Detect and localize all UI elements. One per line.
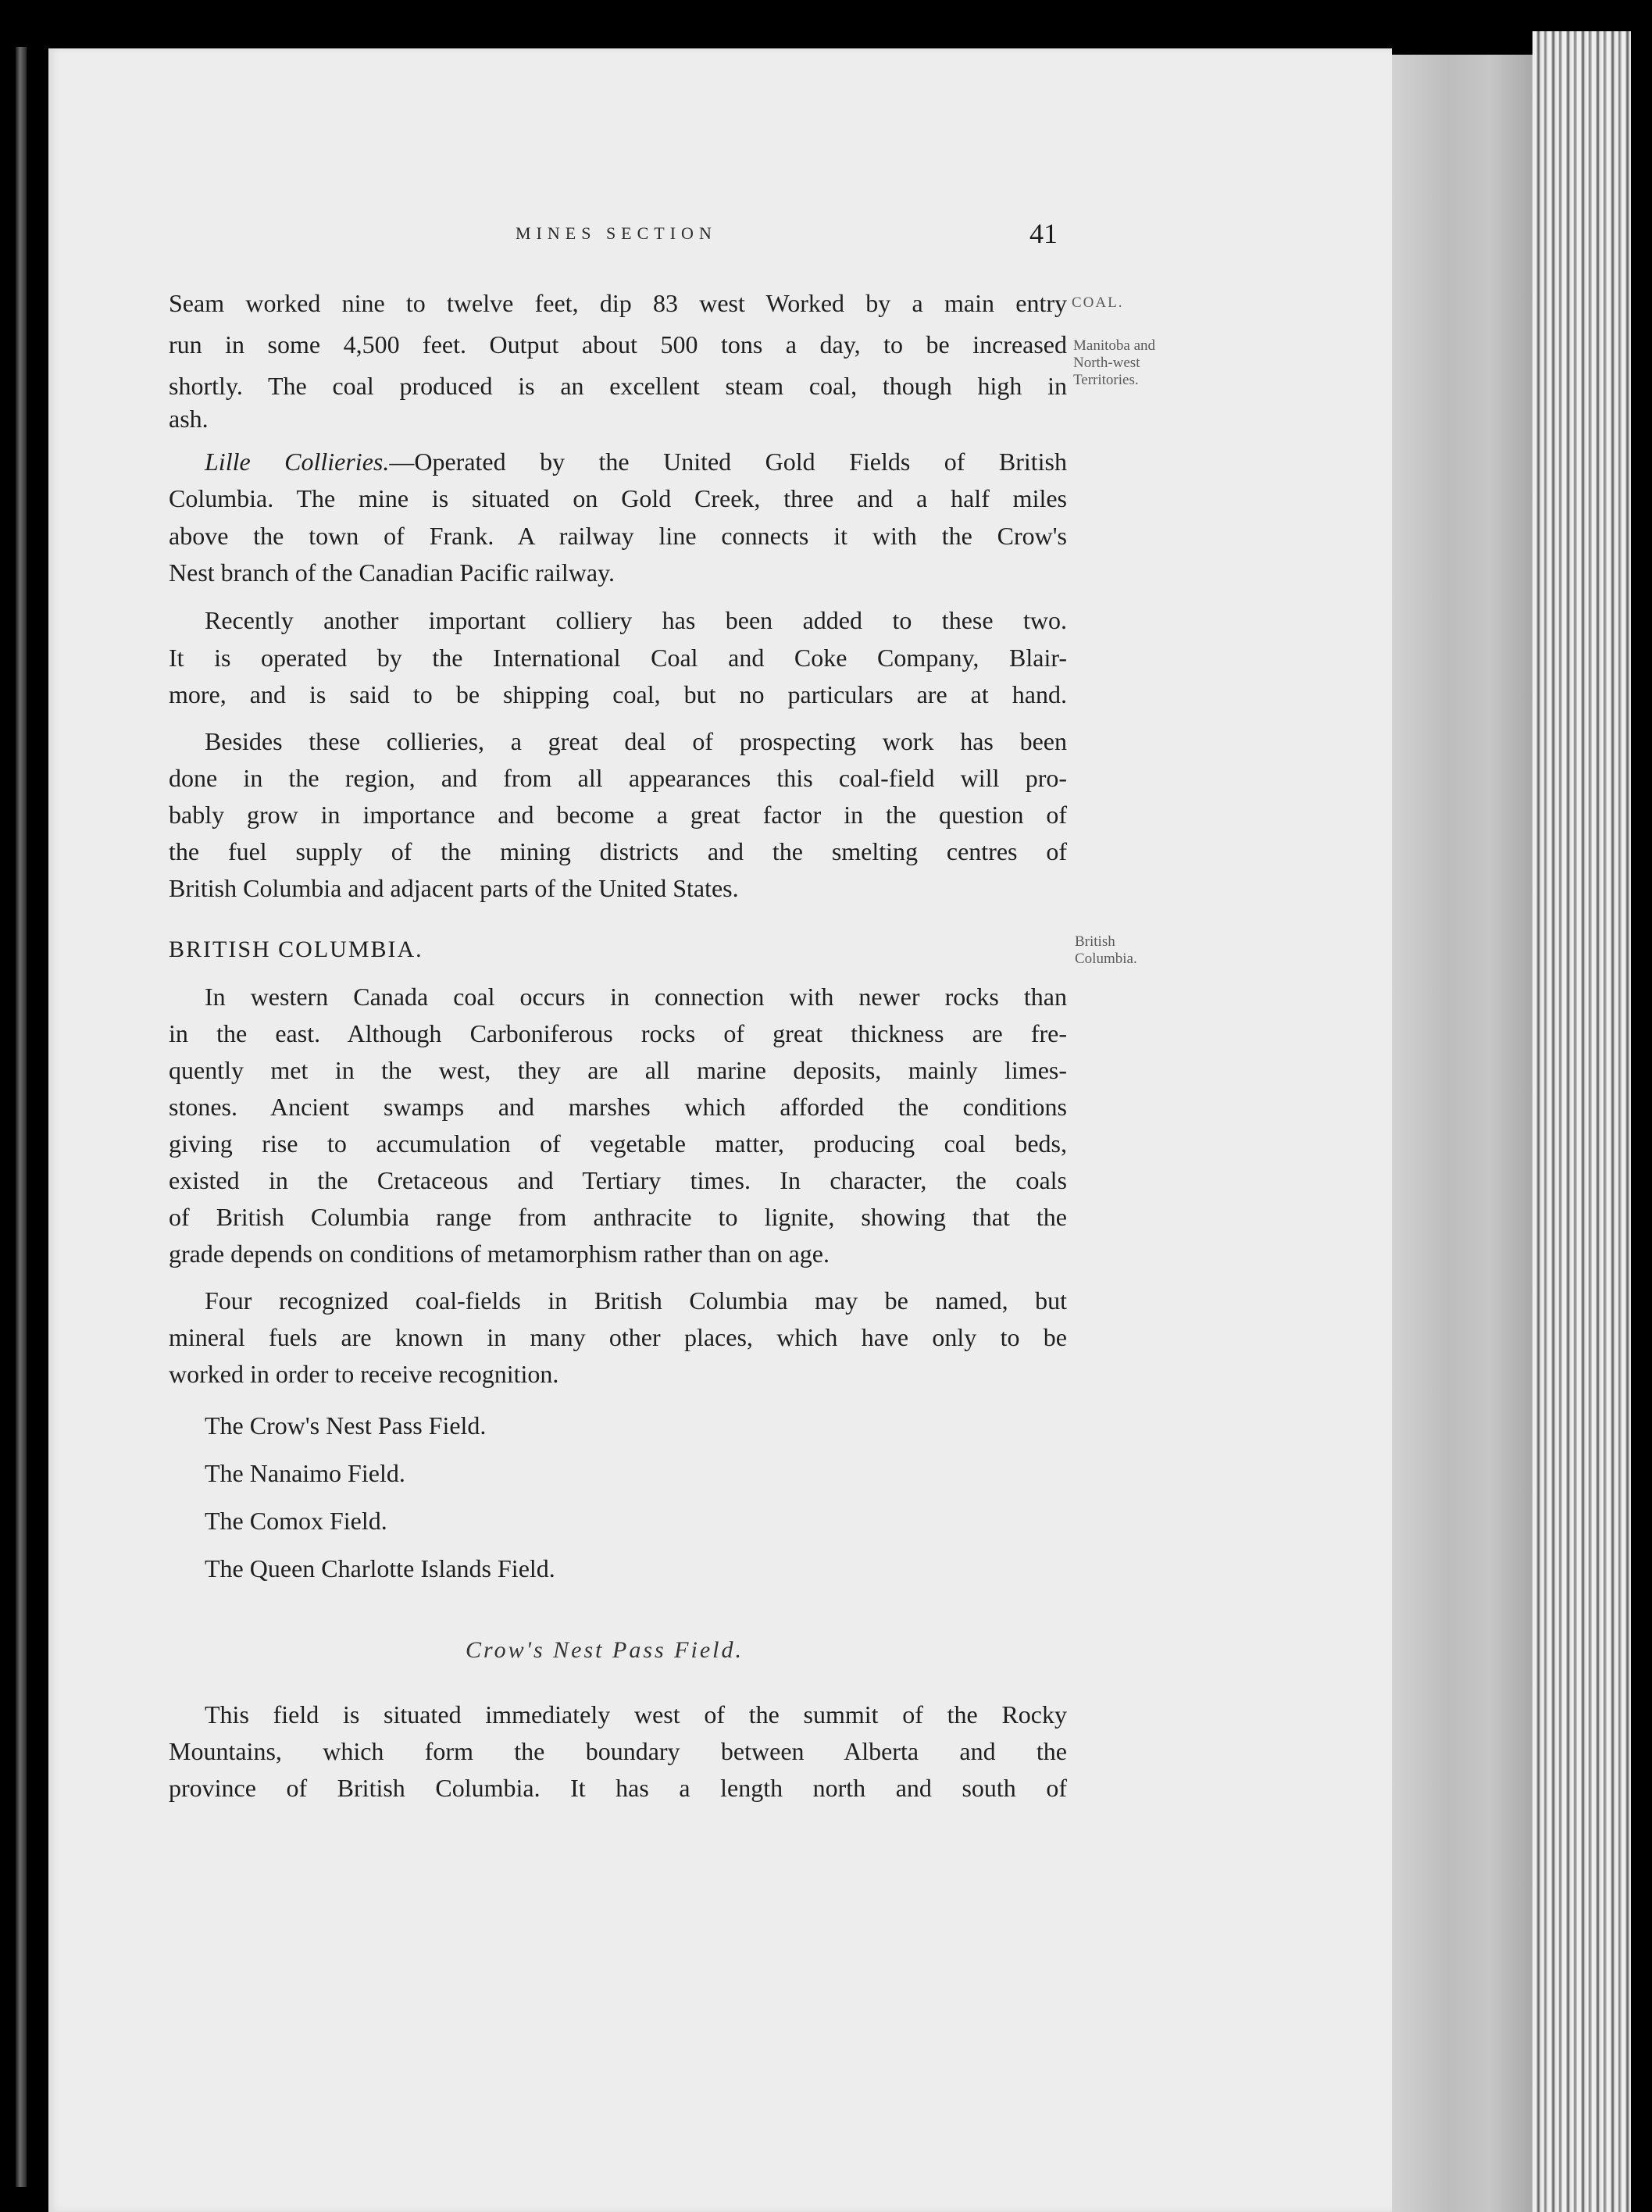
field-list-item: The Comox Field. bbox=[205, 1507, 387, 1535]
text-line: done in the region, and from all appearances this coal-field will pro- bbox=[169, 764, 1067, 792]
text-line: mineral fuels are known in many other places, which have only to be bbox=[169, 1323, 1067, 1351]
text-line: above the town of Frank. A railway line connects it with the Crow's bbox=[169, 522, 1067, 550]
field-list-item: The Crow's Nest Pass Field. bbox=[205, 1411, 487, 1440]
page-gutter-shadow bbox=[1392, 55, 1532, 2212]
text-line: Seam worked nine to twelve feet, dip 83 west Worked by a main entry bbox=[169, 289, 1067, 317]
text-line: quently met in the west, they are all marine deposits, mainly limes- bbox=[169, 1056, 1067, 1084]
text-line: British Columbia and adjacent parts of the United States. bbox=[169, 874, 739, 902]
text-line: Recently another important colliery has been added to these two. bbox=[205, 606, 1067, 634]
text-line: giving rise to accumulation of vegetable matter, producing coal beds, bbox=[169, 1129, 1067, 1158]
text-line: the fuel supply of the mining districts and the smelting centres of bbox=[169, 837, 1067, 865]
margin-note-bc-line1: British bbox=[1075, 933, 1115, 950]
margin-note-manitoba-line3: Territories. bbox=[1073, 372, 1139, 388]
text-line: worked in order to receive recognition. bbox=[169, 1360, 559, 1388]
text-line: It is operated by the International Coal and Coke Company, Blair- bbox=[169, 644, 1067, 672]
text-line: shortly. The coal produced is an excellent steam coal, though high in bbox=[169, 372, 1067, 400]
text-line: province of British Columbia. It has a length north and south of bbox=[169, 1774, 1067, 1802]
text-line: Columbia. The mine is situated on Gold Creek, three and a half miles bbox=[169, 484, 1067, 512]
text-line: Besides these collieries, a great deal of prospecting work has been bbox=[205, 727, 1067, 755]
left-page-edge bbox=[16, 47, 27, 2187]
scan-border bbox=[1631, 31, 1652, 2212]
field-list-item: The Queen Charlotte Islands Field. bbox=[205, 1554, 555, 1582]
text-line: grade depends on conditions of metamorphism rather than on age. bbox=[169, 1240, 830, 1268]
text-line: Nest branch of the Canadian Pacific railway. bbox=[169, 558, 615, 587]
subsection-heading: Crow's Nest Pass Field. bbox=[466, 1637, 744, 1663]
running-head: MINES SECTION bbox=[516, 223, 717, 243]
italic-lead: Lille Collieries. bbox=[205, 448, 390, 476]
text-line: stones. Ancient swamps and marshes which afforded the conditions bbox=[169, 1093, 1067, 1121]
text-line: in the east. Although Carboniferous rocks of great thickness are fre- bbox=[169, 1019, 1067, 1047]
field-list-item: The Nanaimo Field. bbox=[205, 1459, 405, 1487]
lead-rest: —Operated by the United Gold Fields of British bbox=[389, 448, 1068, 476]
text-line: In western Canada coal occurs in connection with newer rocks than bbox=[205, 983, 1067, 1011]
margin-note-coal: COAL. bbox=[1072, 294, 1124, 311]
page-number: 41 bbox=[1029, 218, 1058, 249]
text-line: ash. bbox=[169, 405, 209, 433]
margin-note-bc-line2: Columbia. bbox=[1075, 951, 1137, 967]
text-line: Mountains, which form the boundary between Alberta and the bbox=[169, 1737, 1067, 1765]
text-line: bably grow in importance and become a great factor in the question of bbox=[169, 801, 1067, 829]
text-line: more, and is said to be shipping coal, but no particulars are at hand. bbox=[169, 680, 1067, 708]
text-line: existed in the Cretaceous and Tertiary times. In character, the coals bbox=[169, 1166, 1067, 1194]
margin-note-manitoba-line1: Manitoba and bbox=[1073, 337, 1156, 354]
margin-note-manitoba-line2: North-west bbox=[1073, 355, 1140, 371]
text-line: This field is situated immediately west of the summit of the Rocky bbox=[205, 1700, 1067, 1729]
text-line: Four recognized coal-fields in British Columbia may be named, but bbox=[205, 1286, 1067, 1315]
section-heading: BRITISH COLUMBIA. bbox=[169, 937, 423, 962]
text-line-lille-collieries bbox=[205, 446, 1067, 477]
text-line: of British Columbia range from anthracite to lignite, showing that the bbox=[169, 1203, 1067, 1231]
text-line: run in some 4,500 feet. Output about 500 tons a day, to be increased bbox=[169, 330, 1067, 359]
